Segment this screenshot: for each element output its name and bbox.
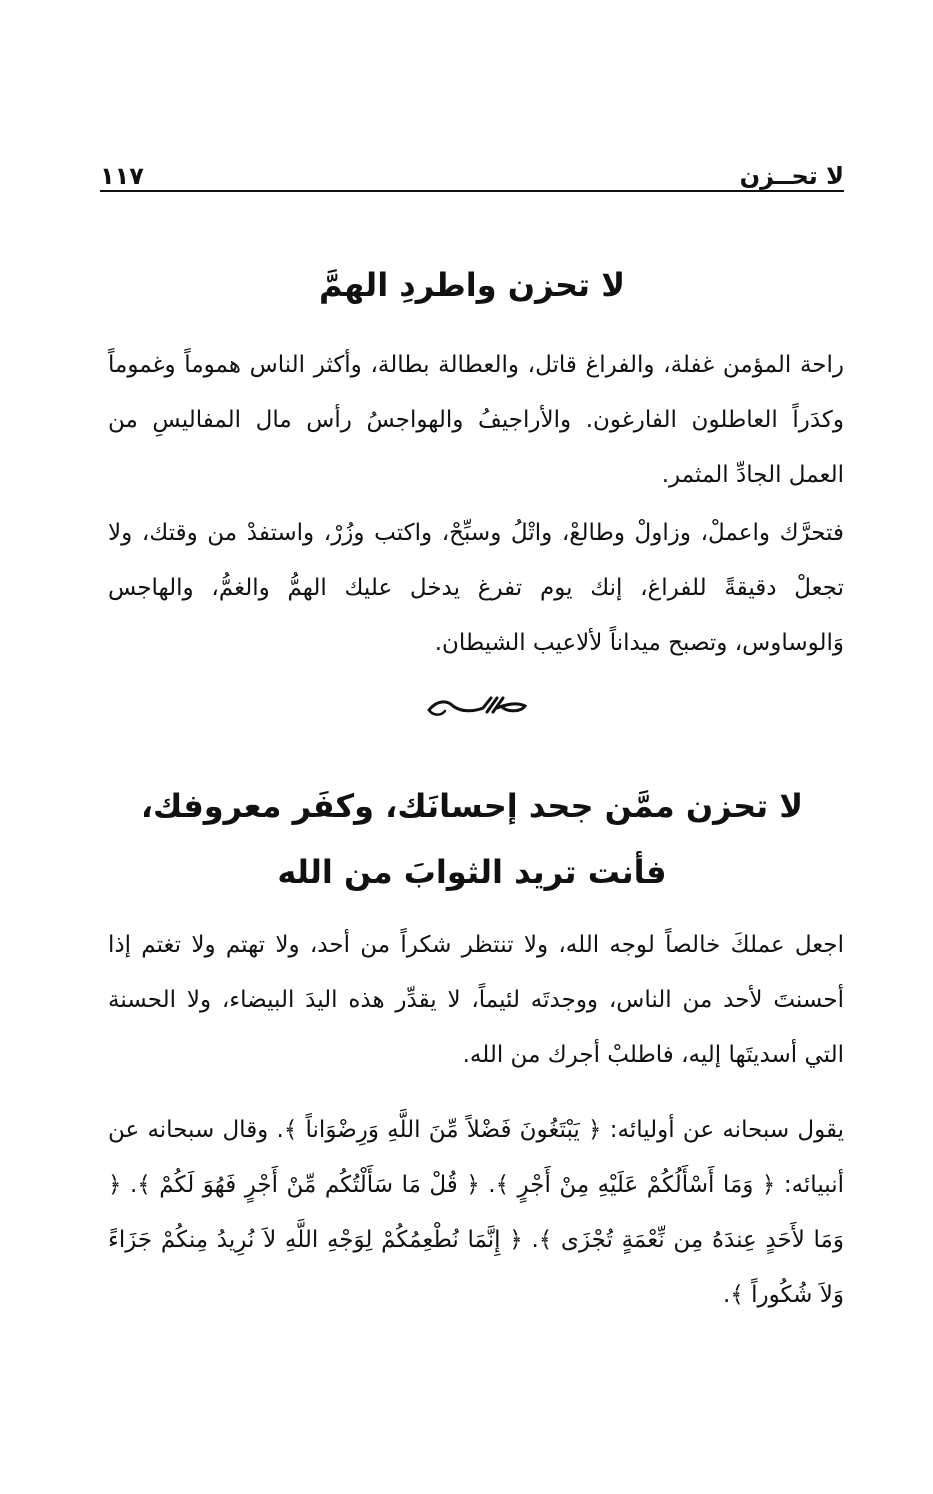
paragraph: فتحرَّك واعملْ، وزاولْ وطالعْ، واتْلُ وسبِّحْ، واكتب وزُرْ، واستفدْ من وقتك، ولا تجعلْ دقيقةً للفراغ، إنك يوم تفرغ يدخل عليك الهمُّ والغمُّ، والهاجس وَالوساوس، وتصبح ميداناً لألاعيب الشيطان. — [108, 520, 844, 656]
section-title: لا تحزن واطردِ الهمَّ — [318, 266, 626, 304]
section-title: لا تحزن ممَّن جحد إحسانَك، وكفَر معروفك، — [140, 787, 804, 825]
book-title: لا تحــزن — [739, 162, 844, 190]
header-divider — [100, 190, 844, 192]
calligraphic-flourish-icon — [425, 690, 530, 720]
paragraph: راحة المؤمن غفلة، والفراغ قاتل، والعطالة بطالة، وأكثر الناس هموماً وغموماً وكدَراً العاطلون الفارغون. والأراجيفُ والهواجسُ رأس مال المفاليسِ من العمل الجادِّ المثمر. — [108, 352, 844, 488]
running-header — [100, 150, 844, 190]
section-subtitle: فأنت تريد الثوابَ من الله — [277, 853, 667, 891]
paragraph: اجعل عملكَ خالصاً لوجه الله، ولا تنتظر شكراً من أحد، ولا تهتم ولا تغتم إذا أحسنتَ لأحد من الناس، ووجدتَه لئيماً، لا يقدِّر هذه اليدَ البيضاء، ولا الحسنة التي أسديتَها إليه، فاطلبْ أجرك من الله. — [108, 932, 844, 1068]
paragraph: يقول سبحانه عن أوليائه: ﴿ يَبْتَغُونَ فَضْلاً مِّنَ اللَّهِ وَرِضْوَاناً ﴾. وقال سبحانه عن أنبيائه: ﴿ وَمَا أَسْأَلُكُمْ عَلَيْهِ مِنْ أَجْرٍ ﴾. ﴿ قُلْ مَا سَأَلْتُكُم مِّنْ أَجْرٍ فَهُوَ لَكُمْ ﴾. ﴿ وَمَا لأَحَدٍ عِندَهُ مِن نِّعْمَةٍ تُجْزَى ﴾. ﴿ إِنَّمَا نُطْعِمُكُمْ لِوَجْهِ اللَّهِ لاَ نُرِيدُ مِنكُمْ جَزَاءً وَلاَ شُكُوراً ﴾. — [108, 1117, 844, 1308]
page-number: ١١٧ — [100, 162, 144, 190]
